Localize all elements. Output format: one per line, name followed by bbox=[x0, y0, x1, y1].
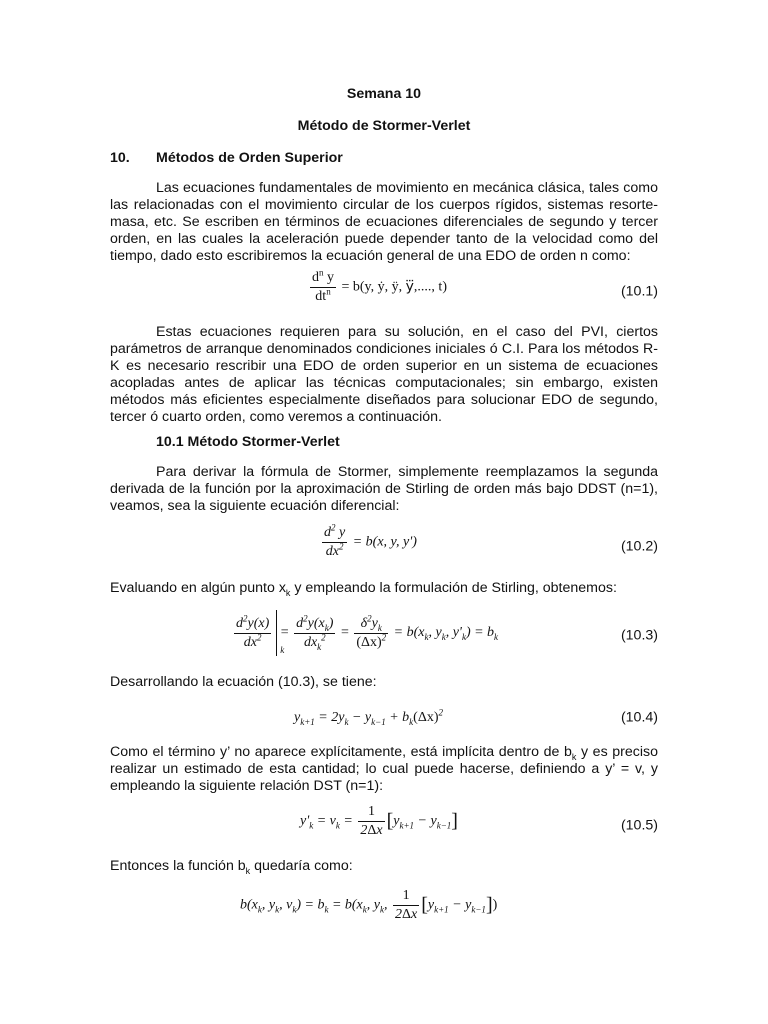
equation-10-5: $y'_k = v_k$ = $\frac{1}{2\Delta x}$ $[y_{k+1} - y_{k-1}]$ (10.5) bbox=[300, 804, 658, 838]
equation-10-4: $y_{k+1} = 2y_k - y_{k-1} + b_k(\Delta x)^2$ (10.4) bbox=[294, 707, 658, 727]
subsection-heading: 10.1 Método Stormer-Verlet bbox=[156, 434, 340, 450]
page-title: Método de Stormer-Verlet bbox=[297, 118, 471, 134]
section-title: Métodos de Orden Superior bbox=[156, 150, 343, 166]
eq2-fraction: $\frac{d^2 y}{dx^2}$ bbox=[324, 522, 346, 559]
eq2-rhs: = b(x, y, y') bbox=[349, 534, 417, 550]
equation-10-3: $\frac{d^2y(x)}{dx^2}$ k = $\frac{d^2y(x_k)}{dx_k^2}$ = $\frac{\delta^2y_k}{(\Delta x)^2}$ = $b(x_k$, $y_k$, $y'_k) = b_k$ (10.3) bbox=[110, 610, 658, 662]
equation-number: (10.4) bbox=[620, 709, 658, 726]
eq1-fraction: $\frac{d^n y}{dt^n}$ bbox=[312, 267, 334, 304]
week-label: Semana 10 bbox=[346, 86, 422, 102]
equation-number: (10.3) bbox=[620, 627, 658, 644]
equation-10-1 bbox=[110, 267, 658, 314]
paragraph-estimate: Como el término y’ no aparece explícitamente, está implícita dentro de $b_k$ y es preciso realizar un estimado de esta cantidad; lo cual puede hacerse, definiendo a y’ = v, y empleando la siguiente relación DST (n=1): bbox=[110, 744, 659, 794]
paragraph-intro: Las ecuaciones fundamentales de movimiento en mecánica clásica, tales como las relacionadas con el movimiento circular de los cuerpos rígidos, sistemas resorte-masa, etc. Se escriben en términos de ecuaciones diferenciales de segundo y tercer orden, en las cuales la aceleración puede depender tanto de la velocidad como del tiempo, dado esto escribiremos la ecuación general de una EDO de orden n como: bbox=[110, 180, 658, 264]
equation-bk-definition: $b(x_k$, $y_k$, $v_k) = b_k = b(x_k$, $y_k$, $\frac{1}{2\Delta x}$ $[y_{k+1} - y_{k-1}]$) bbox=[240, 888, 498, 922]
equation-number: (10.1) bbox=[620, 283, 658, 300]
equation-number: (10.5) bbox=[620, 817, 658, 834]
paragraph-initial-conditions: Estas ecuaciones requieren para su solución, en el caso del PVI, ciertos parámetros de arranque denominados condiciones iniciales ó C.I. Para los métodos R-K es necesario rescribir una EDO de orden superior en un sistema de ecuaciones acopladas antes de aplicar las técnicas computacionales; sin embargo, existen métodos más eficientes especialmente diseñados para solucionar EDO de segundo, tercer ó cuarto orden, como veremos a continuación. bbox=[110, 324, 658, 425]
paragraph-evaluating: Evaluando en algún punto $x_k$ y empleando la formulación de Stirling, obtenemos: bbox=[110, 580, 617, 598]
paragraph-function-bk: Entonces la función $b_k$ quedaría como: bbox=[110, 858, 353, 876]
paragraph-stormer: Para derivar la fórmula de Stormer, simplemente reemplazamos la segunda derivada de la función por la aproximación de Stirling de orden más bajo DDST (n=1), veamos, sea la siguiente ecuación diferencial: bbox=[110, 464, 658, 514]
equation-10-2 bbox=[110, 522, 658, 569]
equation-number: (10.2) bbox=[620, 538, 658, 555]
document-page bbox=[110, 0, 658, 1024]
section-number: 10. bbox=[110, 150, 130, 166]
eq1-rhs: = b(y, ẏ, ÿ, y⃛,...., t) bbox=[338, 279, 447, 295]
paragraph-developing: Desarrollando la ecuación (10.3), se tiene: bbox=[110, 674, 377, 690]
section-heading bbox=[110, 150, 343, 167]
